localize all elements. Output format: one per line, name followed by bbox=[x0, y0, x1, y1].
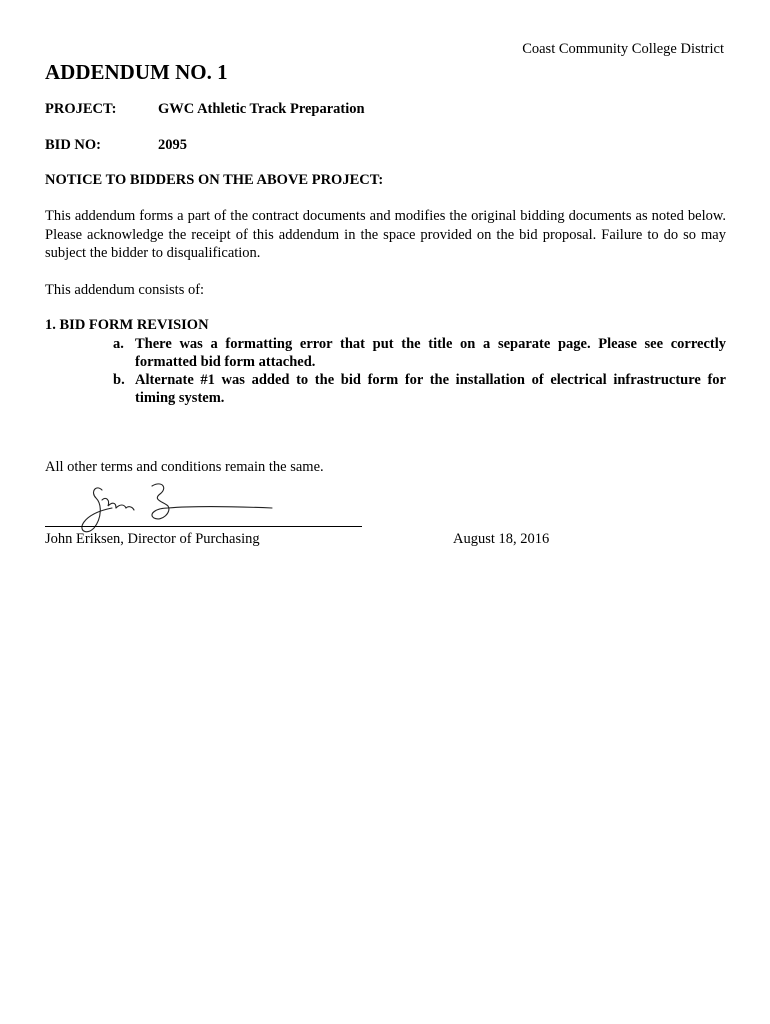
list-item-text: Alternate #1 was added to the bid form for the installation of electrical infrastructure for timing system. bbox=[135, 372, 726, 406]
signatory-name: John Eriksen, Director of Purchasing bbox=[45, 531, 260, 547]
bid-number-label: BID NO: bbox=[45, 137, 101, 153]
intro-paragraph: This addendum forms a part of the contract documents and modifies the original bidding documents as noted below. Please acknowledge the receipt of this addendum in the space provided on the bid proposal. Failure to do so may subject the bidder to disqualification. bbox=[45, 208, 726, 261]
list-item-marker: a. bbox=[113, 336, 124, 352]
bid-number-value: 2095 bbox=[158, 137, 187, 153]
consists-of-text: This addendum consists of: bbox=[45, 282, 205, 298]
list-item bbox=[113, 335, 726, 371]
list-item-marker: b. bbox=[113, 372, 125, 388]
handwritten-signature bbox=[72, 478, 282, 538]
signature-date: August 18, 2016 bbox=[453, 531, 550, 547]
district-name: Coast Community College District bbox=[522, 41, 724, 57]
project-label: PROJECT: bbox=[45, 101, 117, 117]
revision-list bbox=[113, 335, 726, 407]
closing-statement: All other terms and conditions remain the same. bbox=[45, 459, 324, 475]
project-value: GWC Athletic Track Preparation bbox=[158, 101, 365, 117]
signature-line bbox=[45, 526, 362, 527]
section-heading: 1. BID FORM REVISION bbox=[45, 317, 209, 333]
document-title: ADDENDUM NO. 1 bbox=[45, 60, 228, 84]
list-item-text: There was a formatting error that put the title on a separate page. Please see correctly formatted bid form attached. bbox=[135, 336, 726, 370]
notice-heading: NOTICE TO BIDDERS ON THE ABOVE PROJECT: bbox=[45, 172, 384, 188]
list-item bbox=[113, 371, 726, 407]
